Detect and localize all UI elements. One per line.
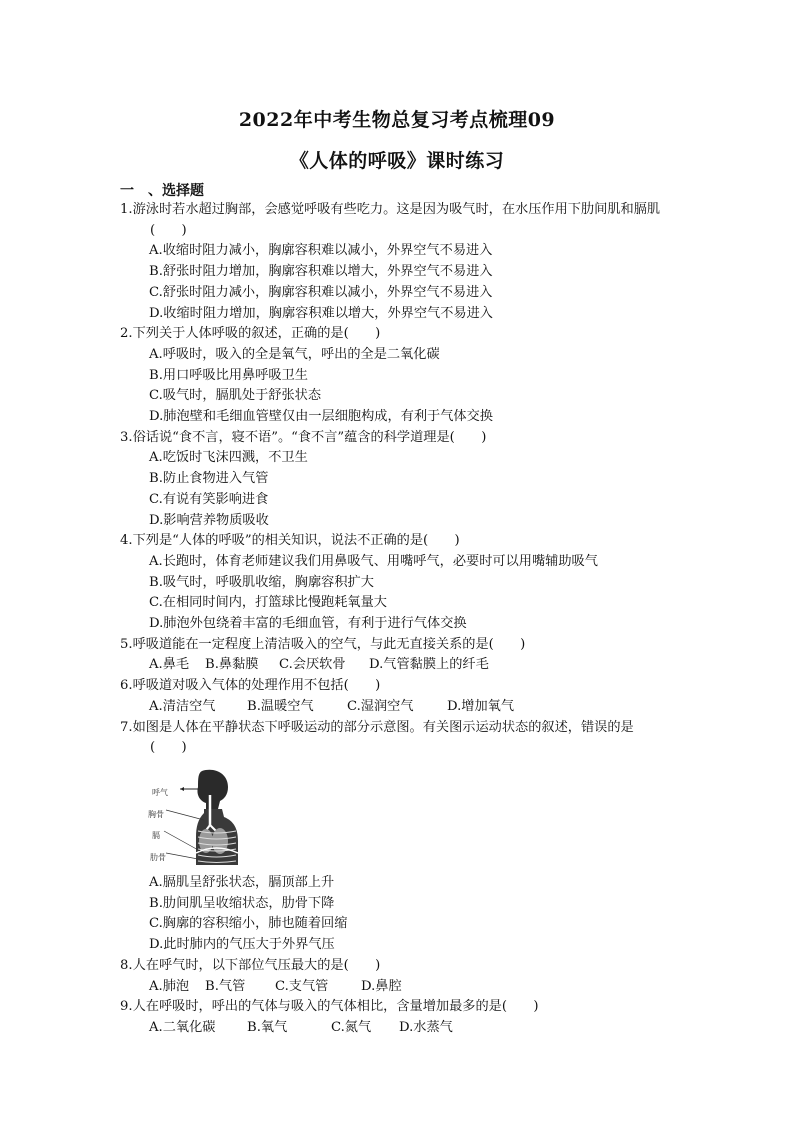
option-d: D.此时肺内的气压大于外界气压 bbox=[149, 937, 335, 953]
question-stem: 7.如图是人体在平静状态下呼吸运动的部分示意图。有关图示运动状态的叙述，错误的是 bbox=[120, 719, 634, 735]
section-heading: 一 、选择题 bbox=[120, 183, 204, 199]
option-c: C.湿润空气 bbox=[347, 698, 414, 714]
option-b: B.气管 bbox=[205, 978, 246, 994]
option-row bbox=[120, 1018, 690, 1039]
option-d: D.收缩时阻力增加，胸廓容积难以增大，外界空气不易进入 bbox=[149, 305, 493, 321]
option-row bbox=[120, 655, 690, 676]
option-row bbox=[120, 697, 690, 718]
option-d: D.影响营养物质吸收 bbox=[149, 512, 269, 528]
option-a: A.呼吸时，吸入的全是氧气，呼出的全是二氧化碳 bbox=[149, 346, 440, 362]
question-3 bbox=[120, 428, 690, 532]
option-a: A.吃饭时飞沫四溅，不卫生 bbox=[149, 450, 308, 466]
option-c: C.氮气 bbox=[331, 1019, 372, 1035]
question-4 bbox=[120, 531, 690, 635]
option-c: C.有说有笑影响进食 bbox=[149, 491, 269, 507]
question-8 bbox=[120, 956, 690, 997]
option-c: C.会厌软骨 bbox=[279, 657, 346, 673]
option-b: B.氧气 bbox=[247, 1019, 288, 1035]
question-stem: 3.俗话说“食不言，寝不语”。“食不言”蕴含的科学道理是( ) bbox=[120, 429, 487, 445]
option-d: D.鼻腔 bbox=[361, 978, 402, 994]
question-stem: 9.人在呼吸时，呼出的气体与吸入的气体相比，含量增加最多的是( ) bbox=[120, 999, 539, 1015]
option-a: A.膈肌呈舒张状态，膈顶部上升 bbox=[149, 874, 335, 890]
question-stem: 2.下列关于人体呼吸的叙述，正确的是( ) bbox=[120, 326, 381, 342]
option-d: D.水蒸气 bbox=[399, 1019, 453, 1035]
option-b: B.肋间肌呈收缩状态，肋骨下降 bbox=[149, 895, 335, 911]
option-c: C.舒张时阻力减小，胸廓容积难以减小，外界空气不易进入 bbox=[149, 284, 493, 300]
question-stem: 1.游泳时若水超过胸部，会感觉呼吸有些吃力。这是因为吸气时，在水压作用下肋间肌和膈肌 bbox=[120, 202, 661, 217]
page-title: 2022年中考生物总复习考点梳理09 bbox=[238, 109, 556, 131]
question-6 bbox=[120, 676, 690, 717]
option-c: C.支气管 bbox=[275, 978, 329, 994]
label-diaphragm: 膈 bbox=[152, 830, 160, 840]
question-2 bbox=[120, 324, 690, 428]
option-b: B.用口呼吸比用鼻呼吸卫生 bbox=[149, 367, 308, 383]
question-stem: 8.人在呼气时，以下部位气压最大的是( ) bbox=[120, 957, 381, 973]
option-d: D.气管黏膜上的纤毛 bbox=[369, 657, 489, 673]
option-d: D.增加氧气 bbox=[447, 698, 515, 714]
question-stem: 4.下列是“人体的呼吸”的相关知识，说法不正确的是( ) bbox=[120, 533, 460, 549]
option-row bbox=[120, 977, 690, 998]
label-rib: 肋骨 bbox=[150, 852, 166, 862]
option-a: A.鼻毛 bbox=[149, 657, 190, 673]
option-a: A.清洁空气 bbox=[149, 698, 216, 714]
question-5 bbox=[120, 635, 690, 676]
option-b: B.鼻黏膜 bbox=[205, 657, 259, 673]
page-subtitle: 《人体的呼吸》课时练习 bbox=[289, 150, 505, 172]
label-sternum: 胸骨 bbox=[148, 809, 164, 819]
question-stem: 6.呼吸道对吸入气体的处理作用不包括( ) bbox=[120, 678, 381, 694]
question-1 bbox=[120, 200, 690, 324]
answer-blank: ( ) bbox=[150, 740, 187, 756]
question-9 bbox=[120, 997, 690, 1038]
option-b: B.温暖空气 bbox=[247, 698, 314, 714]
respiration-diagram bbox=[148, 765, 258, 869]
option-d: D.肺泡壁和毛细血管壁仅由一层细胞构成，有利于气体交换 bbox=[149, 409, 493, 425]
option-c: C.胸廓的容积缩小，肺也随着回缩 bbox=[149, 916, 348, 932]
option-a: A.长跑时，体育老师建议我们用鼻吸气、用嘴呼气，必要时可以用嘴辅助吸气 bbox=[149, 553, 598, 569]
question-stem: 5.呼吸道能在一定程度上清洁吸入的空气，与此无直接关系的是( ) bbox=[120, 636, 526, 652]
option-b: B.吸气时，呼吸肌收缩，胸廓容积扩大 bbox=[149, 574, 374, 590]
option-a: A.收缩时阻力减小，胸廓容积难以减小，外界空气不易进入 bbox=[149, 243, 493, 259]
option-d: D.肺泡外包绕着丰富的毛细血管，有利于进行气体交换 bbox=[149, 616, 467, 632]
option-a: A.二氧化碳 bbox=[149, 1019, 216, 1035]
question-list bbox=[120, 200, 690, 1039]
question-7 bbox=[120, 718, 690, 956]
option-b: B.舒张时阻力增加，胸廓容积难以增大，外界空气不易进入 bbox=[149, 264, 493, 280]
label-exhale: 呼气 bbox=[152, 787, 168, 797]
option-b: B.防止食物进入气管 bbox=[149, 471, 269, 487]
option-a: A.肺泡 bbox=[149, 978, 190, 994]
option-c: C.在相同时间内，打篮球比慢跑耗氧量大 bbox=[149, 595, 387, 611]
answer-blank: ( ) bbox=[150, 222, 187, 238]
option-c: C.吸气时，膈肌处于舒张状态 bbox=[149, 388, 322, 404]
